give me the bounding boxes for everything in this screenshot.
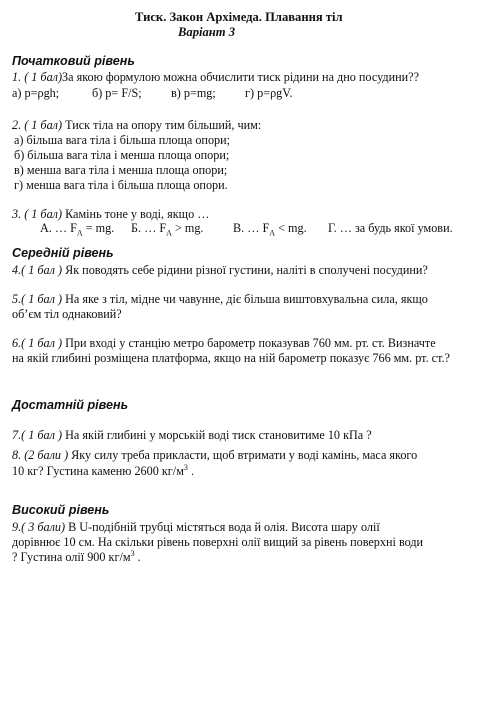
question-8-points: 8. (2 бали ) [12,448,69,462]
question-3-option-d: Г. … за будь якої умови. [328,221,453,235]
section-initial-level: Початковий рівень [12,54,135,68]
question-3-option-c: В. … $F_A$ < mg. [233,221,307,238]
question-4-text: Як поводять себе рідини різної густини, наліті в сполучені посудини? [62,263,428,277]
question-2-text: Тиск тіла на опору тим більший, чим: [62,118,262,132]
question-6-line-2: на якій глибині розміщена платформа, якщо на ній барометр показує 766 мм. рт. ст.? [12,351,450,365]
question-6-points: 6.( 1 бал ) [12,336,63,350]
question-2-option-d: г) менша вага тіла і більша площа опори. [14,178,228,192]
variant-label: Варіант 3 [178,25,236,39]
question-1-option-b: б) p= F/S; [92,86,142,100]
question-6-text: При вході у станцію метро барометр показував 760 мм. рт. ст. Визначте [62,336,436,350]
question-1-option-a: а) p=ρgh; [12,86,60,100]
question-2-points: 2. ( 1 бал) [12,118,63,132]
question-9-line-2: дорівнює 10 см. На скільки рівень поверхні олії вищий за рівень поверхні води [12,535,424,549]
question-6-line-1 [12,336,436,351]
question-5-text: На яке з тіл, мідне чи чавунне, діє більша виштовхувальна сила, якщо [62,292,428,306]
question-8-line-1 [12,448,417,463]
question-3 [12,207,209,222]
question-7 [12,428,372,443]
question-5-line-2: об’єм тіл однаковий? [12,307,122,321]
question-5-points: 5.( 1 бал ) [12,292,63,306]
question-7-points: 7.( 1 бал ) [12,428,63,442]
question-3-text: Камінь тоне у воді, якщо … [62,207,210,221]
section-high-level: Високий рівень [12,503,110,517]
question-9-points: 9.( 3 бали) [12,520,66,534]
question-8-line-2: 10 кг? Густина каменю 2600 $кг/м^3$ . [12,462,194,478]
question-2-option-b: б) більша вага тіла і менша площа опори; [14,148,230,162]
question-3-options [40,221,480,237]
question-3-option-a: А. … $F_A$ = mg. [40,221,115,238]
question-2 [12,118,261,133]
question-1-points: 1. ( 1 бал) [12,70,63,84]
question-7-text: На якій глибині у морській воді тиск становитиме 10 кПа ? [62,428,372,442]
question-1-text: За якою формулою можна обчислити тиск рідини на дно посудини?? [62,70,419,84]
section-sufficient-level: Достатній рівень [12,398,129,412]
question-4-points: 4.( 1 бал ) [12,263,63,277]
question-3-option-b: Б. … $F_A$ > mg. [131,221,204,238]
question-5-line-1 [12,292,428,307]
question-9-line-1 [12,520,380,535]
question-1-options [12,86,492,101]
question-9-text: В U-подібній трубці містяться вода й олія. Висота шару олії [65,520,380,534]
worksheet-title: Тиск. Закон Архімеда. Плавання тіл [135,10,343,24]
question-1-option-d: г) p=ρgV. [245,86,293,100]
question-4 [12,263,428,278]
question-8-text: Яку силу треба прикласти, щоб втримати у воді камінь, маса якого [68,448,418,462]
question-3-points: 3. ( 1 бал) [12,207,63,221]
question-1-option-c: в) p=mg; [171,86,216,100]
question-2-option-a: а) більша вага тіла і більша площа опори; [14,133,231,147]
section-middle-level: Середній рівень [12,246,114,260]
question-2-option-c: в) менша вага тіла і менша площа опори; [14,163,228,177]
question-1 [12,70,419,85]
question-9-line-3: ? Густина олії 900 $кг/м^3$ . [12,548,141,564]
